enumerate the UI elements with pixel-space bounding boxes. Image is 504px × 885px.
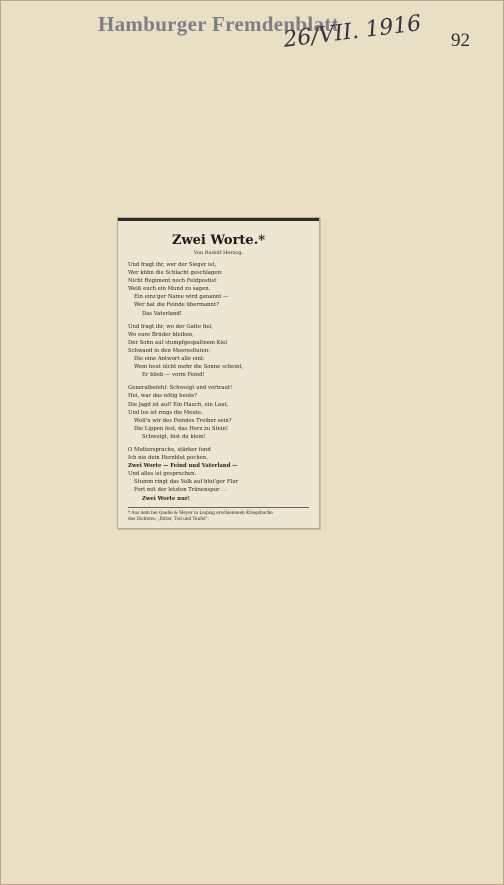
- stanza-4: [128, 446, 309, 503]
- poem-line: Generalbefehl: Schweigt und vertraut!: [128, 385, 233, 392]
- poem-line: Und fragt ihr, wo der Gatte fiel,: [128, 323, 213, 330]
- stanza-1: [128, 261, 309, 318]
- poem-line: Wer hat die Feinde übermannt?: [134, 302, 219, 309]
- poem-line: Die Jagd ist auf! Ein Hauch, ein Laut,: [128, 401, 229, 408]
- poem-refrain: Schweigt, bist du klein!: [142, 433, 206, 440]
- poem-line: Und los ist rings die Meute.: [128, 409, 203, 416]
- poem-line: Und alles ist gesprochen.: [128, 471, 197, 478]
- poem-refrain: Er blieb — vorm Feind!: [142, 372, 205, 379]
- poem-title: Zwei Worte.*: [171, 233, 266, 248]
- poem-line: Ein einz'ger Name wird genannt —: [134, 294, 229, 301]
- poem-line: Und fragt ihr, wer der Sieger ist,: [128, 262, 217, 268]
- poem-line: Fort mit der letzten Tränenspur . .: [134, 487, 227, 494]
- poem-line: Der Sohn auf stumpfgespaltnem Kiel: [128, 339, 228, 346]
- poem-author: Von Rudolf Herzog.: [193, 250, 244, 256]
- newspaper-clipping: [117, 217, 320, 529]
- poem-line: Woll'n wir des Feindes Treiber sein?: [134, 417, 232, 424]
- poem-line: Die Lippen fest, das Herz zu Stein!: [134, 425, 229, 432]
- clipping-top-rule: [118, 218, 319, 221]
- newspaper-masthead: Hamburger Fremdenblatt: [98, 12, 339, 36]
- poem-line: Schwand in den Meeresfluten:: [128, 347, 211, 354]
- poem-line: Wer kühn die Schlacht geschlagen:: [128, 270, 223, 277]
- poem-line: Die eine Antwort alle eint:: [134, 356, 205, 363]
- poem-line: Stumm ringt das Volk auf blut'ger Flur: [134, 479, 239, 486]
- stanza-2: [128, 323, 309, 380]
- poem-line: Wo eure Brüder bleiben,: [128, 331, 194, 338]
- poem-line: Zwei Worte — Feind und Vaterland —: [128, 463, 238, 470]
- handwritten-date: 26/VII. 1916: [282, 11, 423, 53]
- poem-refrain: Das Vaterland!: [142, 310, 182, 317]
- footnote-rule: [128, 507, 309, 508]
- footnote-line-1: * Aus dem bei Quelle & Meyer in Leipzig erschienenen Kriegsbuche: [128, 509, 273, 515]
- poem-line: Ich nie dein Herzblut pochen.: [128, 455, 208, 462]
- poem-line: Nicht Regiment noch Feldpostist: [128, 278, 217, 285]
- poem-refrain: Zwei Worte nur!: [142, 495, 190, 502]
- poem-line: Hei, war das nötig heute?: [128, 393, 198, 400]
- poem-line: Wem heut nicht mehr die Sonne scheint,: [134, 364, 244, 371]
- page-number: 92: [451, 30, 470, 51]
- footnote-line-2: des Dichters: „Ritter, Tod und Teufel".: [128, 515, 209, 521]
- footnote: [128, 510, 309, 522]
- stanza-3: [128, 384, 309, 441]
- poem-line: Weiß euch ein Mund zu sagen.: [128, 286, 211, 293]
- poem-line: O Muttersprache, stärker fund: [128, 446, 211, 453]
